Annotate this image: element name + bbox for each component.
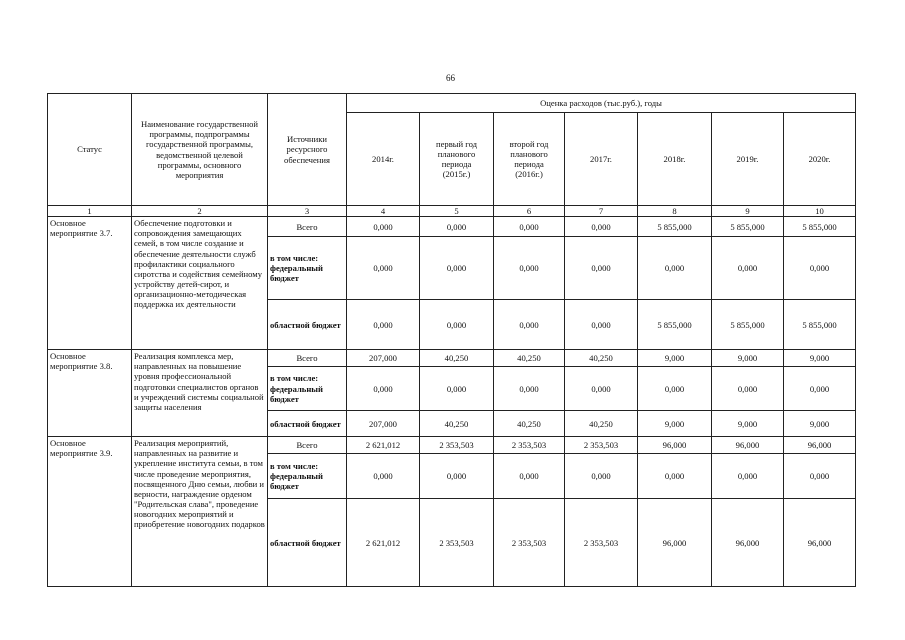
column-number: 2: [132, 206, 268, 217]
cell-value: 5 855,000: [712, 217, 784, 237]
cell-value: 2 353,503: [494, 499, 565, 587]
column-number: 9: [712, 206, 784, 217]
cell-value: 2 621,012: [347, 499, 420, 587]
column-number: 4: [347, 206, 420, 217]
header-name: Наименование государственной программы, подпрограммы государственной программы, ведомственной целевой программы, основного мероприятия: [132, 94, 268, 206]
header-year: 2020г.: [784, 113, 856, 206]
column-number: 6: [494, 206, 565, 217]
row-source: в том числе: федеральный бюджет: [268, 454, 347, 499]
cell-value: 0,000: [347, 300, 420, 350]
cell-value: 5 855,000: [784, 300, 856, 350]
cell-value: 40,250: [420, 350, 494, 367]
header-year: 2014г.: [347, 113, 420, 206]
table-header: [48, 94, 856, 217]
cell-value: 0,000: [347, 217, 420, 237]
row-status: Основное мероприятие 3.8.: [48, 350, 132, 437]
cell-value: 0,000: [565, 454, 638, 499]
cell-value: 0,000: [638, 454, 712, 499]
cell-value: 0,000: [565, 217, 638, 237]
cell-value: 96,000: [784, 499, 856, 587]
cell-value: 96,000: [784, 437, 856, 454]
cell-value: 9,000: [712, 350, 784, 367]
cell-value: 40,250: [565, 350, 638, 367]
header-year: 2019г.: [712, 113, 784, 206]
cell-value: 207,000: [347, 350, 420, 367]
header-status: Статус: [48, 94, 132, 206]
cell-value: 96,000: [712, 437, 784, 454]
cell-value: 9,000: [638, 411, 712, 437]
cell-value: 0,000: [784, 367, 856, 411]
row-source: в том числе: федеральный бюджет: [268, 237, 347, 300]
cell-value: 96,000: [638, 437, 712, 454]
cell-value: 40,250: [494, 350, 565, 367]
cell-value: 5 855,000: [638, 300, 712, 350]
cell-value: 40,250: [494, 411, 565, 437]
row-status: Основное мероприятие 3.9.: [48, 437, 132, 587]
row-source: Всего: [268, 437, 347, 454]
cell-value: 0,000: [420, 300, 494, 350]
cell-value: 9,000: [712, 411, 784, 437]
cell-value: 0,000: [712, 367, 784, 411]
cell-value: 2 353,503: [565, 499, 638, 587]
cell-value: 0,000: [494, 217, 565, 237]
row-source: областной бюджет: [268, 411, 347, 437]
cell-value: 0,000: [494, 300, 565, 350]
header-sources: Источники ресурсного обеспечения: [268, 94, 347, 206]
cell-value: 5 855,000: [712, 300, 784, 350]
row-name: Реализация мероприятий, направленных на развитие и укрепление института семьи, в том числе проведение мероприятия, посвященного Дню семьи, любви и верности, награждение орденом "Родительская слава", проведение новогодних мероприятий и приобретение новогодних подарков: [132, 437, 268, 587]
cell-value: 9,000: [638, 350, 712, 367]
cell-value: 0,000: [565, 300, 638, 350]
row-source: в том числе: федеральный бюджет: [268, 367, 347, 411]
row-name: Обеспечение подготовки и сопровождения замещающих семей, в том числе создание и обеспечение деятельности служб профилактики социального сиротства и содействия семейному устройству детей-сирот, и организационно-методическая поддержка их деятельности: [132, 217, 268, 350]
header-year: 2018г.: [638, 113, 712, 206]
cell-value: 0,000: [712, 237, 784, 300]
cell-value: 2 353,503: [420, 499, 494, 587]
cell-value: 2 353,503: [494, 437, 565, 454]
cell-value: 0,000: [565, 237, 638, 300]
cell-value: 40,250: [420, 411, 494, 437]
cell-value: 207,000: [347, 411, 420, 437]
cell-value: 9,000: [784, 350, 856, 367]
cell-value: 2 353,503: [420, 437, 494, 454]
column-number: 10: [784, 206, 856, 217]
cell-value: 0,000: [784, 237, 856, 300]
header-year: второй год планового периода (2016г.): [494, 113, 565, 206]
table-row: [48, 217, 856, 237]
cell-value: 0,000: [420, 454, 494, 499]
column-number: 1: [48, 206, 132, 217]
table-row: [48, 350, 856, 367]
cell-value: 9,000: [784, 411, 856, 437]
expenditure-table: [47, 93, 856, 587]
cell-value: 5 855,000: [638, 217, 712, 237]
column-number-row: [48, 206, 856, 217]
header-year: 2017г.: [565, 113, 638, 206]
cell-value: 5 855,000: [784, 217, 856, 237]
cell-value: 0,000: [420, 367, 494, 411]
cell-value: 0,000: [638, 367, 712, 411]
cell-value: 96,000: [712, 499, 784, 587]
cell-value: 40,250: [565, 411, 638, 437]
row-source: Всего: [268, 350, 347, 367]
row-source: областной бюджет: [268, 499, 347, 587]
cell-value: 0,000: [420, 237, 494, 300]
cell-value: 0,000: [494, 367, 565, 411]
table-row: [48, 437, 856, 454]
column-number: 3: [268, 206, 347, 217]
cell-value: 2 353,503: [565, 437, 638, 454]
cell-value: 0,000: [712, 454, 784, 499]
cell-value: 0,000: [565, 367, 638, 411]
cell-value: 2 621,012: [347, 437, 420, 454]
column-number: 5: [420, 206, 494, 217]
header-estimate: Оценка расходов (тыс.руб.), годы: [347, 94, 856, 113]
row-name: Реализация комплекса мер, направленных на повышение уровня профессиональной подготовки специалистов органов и учреждений системы социальной защиты населения: [132, 350, 268, 437]
row-source: областной бюджет: [268, 300, 347, 350]
cell-value: 0,000: [347, 367, 420, 411]
column-number: 8: [638, 206, 712, 217]
cell-value: 0,000: [638, 237, 712, 300]
row-source: Всего: [268, 217, 347, 237]
cell-value: 0,000: [494, 237, 565, 300]
cell-value: 0,000: [420, 217, 494, 237]
table-body: [48, 217, 856, 587]
page-number: 66: [446, 73, 455, 83]
cell-value: 0,000: [784, 454, 856, 499]
cell-value: 0,000: [347, 237, 420, 300]
cell-value: 0,000: [347, 454, 420, 499]
cell-value: 0,000: [494, 454, 565, 499]
header-year: первый год планового периода (2015г.): [420, 113, 494, 206]
column-number: 7: [565, 206, 638, 217]
cell-value: 96,000: [638, 499, 712, 587]
row-status: Основное мероприятие 3.7.: [48, 217, 132, 350]
